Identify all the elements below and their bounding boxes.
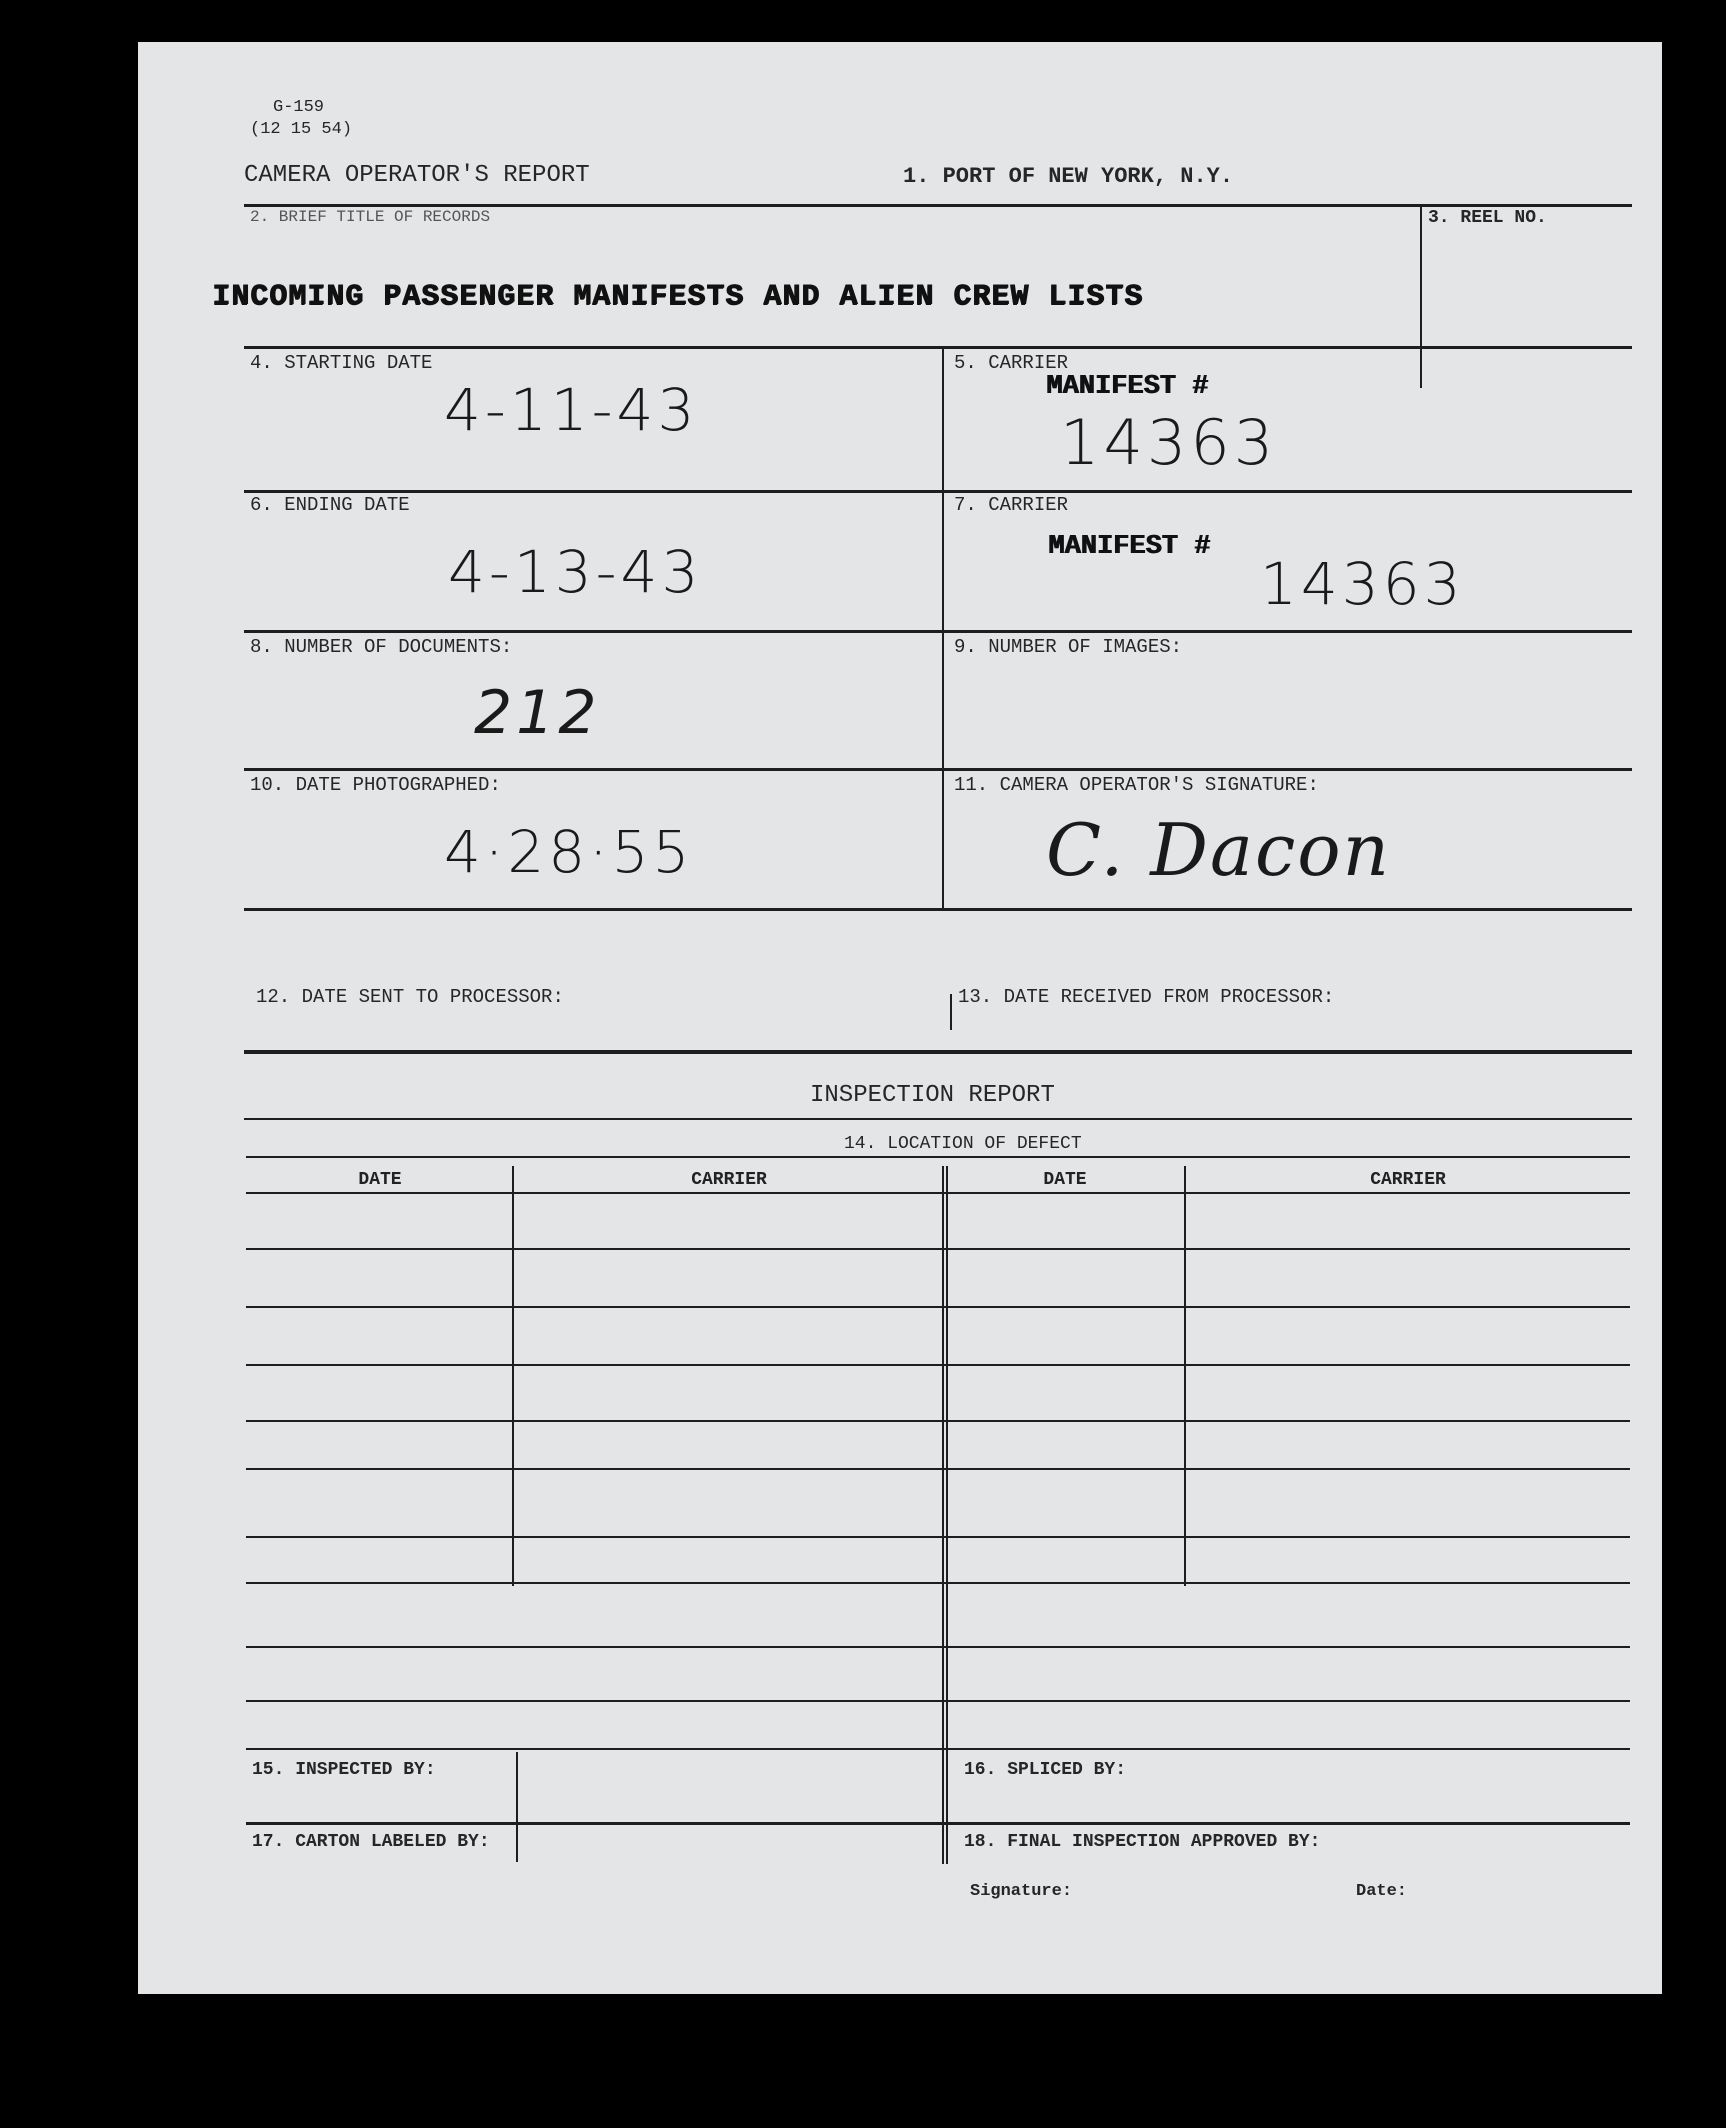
table-row bbox=[246, 1582, 1630, 1584]
location-of-defect-label: 14. LOCATION OF DEFECT bbox=[844, 1134, 1082, 1154]
number-of-documents-value: 212 bbox=[474, 678, 601, 748]
column-header: DATE bbox=[358, 1170, 402, 1190]
divider bbox=[1184, 1166, 1186, 1586]
camera-operator-signature: C. Dacon bbox=[1046, 808, 1391, 892]
spliced-by-label: 16. SPLICED BY: bbox=[964, 1760, 1127, 1780]
divider bbox=[244, 1050, 1632, 1054]
divider bbox=[512, 1166, 514, 1586]
table-row bbox=[246, 1364, 1630, 1366]
column-header: CARRIER bbox=[691, 1170, 767, 1190]
divider bbox=[244, 1118, 1632, 1120]
table-row bbox=[246, 1306, 1630, 1308]
final-inspection-label: 18. FINAL INSPECTION APPROVED BY: bbox=[964, 1832, 1321, 1852]
divider bbox=[244, 490, 1632, 493]
manifest-value-5: 14363 bbox=[1060, 406, 1278, 479]
manifest-label-5: MANIFEST # bbox=[1046, 372, 1209, 402]
divider bbox=[244, 908, 1632, 911]
ending-date-value: 4-13-43 bbox=[448, 538, 703, 606]
manifest-value-7: 14363 bbox=[1260, 550, 1465, 618]
carrier-label-5: 5. CARRIER bbox=[954, 352, 1069, 374]
form-revision: (12 15 54) bbox=[250, 120, 353, 139]
ending-date-label: 6. ENDING DATE bbox=[250, 494, 410, 516]
column-header: CARRIER bbox=[1370, 1170, 1446, 1190]
inspected-by-label: 15. INSPECTED BY: bbox=[252, 1760, 436, 1780]
divider bbox=[942, 348, 944, 910]
signature-label: Signature: bbox=[970, 1882, 1073, 1901]
column-header: DATE bbox=[1043, 1170, 1087, 1190]
divider bbox=[244, 768, 1632, 771]
divider bbox=[244, 346, 1632, 349]
inspection-report-title: INSPECTION REPORT bbox=[810, 1082, 1055, 1109]
camera-operator-signature-label: 11. CAMERA OPERATOR'S SIGNATURE: bbox=[954, 774, 1319, 796]
table-row bbox=[246, 1646, 1630, 1648]
number-of-documents-label: 8. NUMBER OF DOCUMENTS: bbox=[250, 636, 513, 658]
form-title: CAMERA OPERATOR'S REPORT bbox=[244, 162, 590, 189]
form-page bbox=[138, 42, 1662, 1994]
records-title-value: INCOMING PASSENGER MANIFESTS AND ALIEN CREW LISTS bbox=[212, 280, 1144, 314]
table-row bbox=[246, 1192, 1630, 1194]
form-number: G-159 bbox=[273, 98, 325, 117]
carton-labeled-by-label: 17. CARTON LABELED BY: bbox=[252, 1832, 490, 1852]
table-row bbox=[246, 1248, 1630, 1250]
starting-date-value: 4-11-43 bbox=[444, 376, 699, 444]
date-received-label: 13. DATE RECEIVED FROM PROCESSOR: bbox=[958, 986, 1335, 1008]
table-row bbox=[246, 1468, 1630, 1470]
divider bbox=[950, 994, 952, 1030]
divider bbox=[946, 1166, 948, 1864]
divider bbox=[1420, 206, 1422, 388]
port-label: 1. PORT OF NEW YORK, N.Y. bbox=[903, 164, 1234, 189]
table-row bbox=[246, 1536, 1630, 1538]
starting-date-label: 4. STARTING DATE bbox=[250, 352, 433, 374]
manifest-label-7: MANIFEST # bbox=[1048, 532, 1211, 562]
divider bbox=[942, 1166, 944, 1864]
divider bbox=[246, 1156, 1630, 1158]
divider bbox=[244, 630, 1632, 633]
table-row bbox=[246, 1420, 1630, 1422]
carrier-label-7: 7. CARRIER bbox=[954, 494, 1069, 516]
records-title-label: 2. BRIEF TITLE OF RECORDS bbox=[250, 208, 491, 226]
table-row bbox=[246, 1748, 1630, 1750]
table-row bbox=[246, 1700, 1630, 1702]
reel-no-label: 3. REEL NO. bbox=[1428, 208, 1547, 228]
divider bbox=[516, 1752, 518, 1862]
number-of-images-label: 9. NUMBER OF IMAGES: bbox=[954, 636, 1183, 658]
date-photographed-value: 4·28·55 bbox=[444, 818, 694, 886]
divider bbox=[246, 1822, 1630, 1825]
date-sent-label: 12. DATE SENT TO PROCESSOR: bbox=[256, 986, 564, 1008]
date-photographed-label: 10. DATE PHOTOGRAPHED: bbox=[250, 774, 501, 796]
divider bbox=[244, 204, 1632, 207]
date-label: Date: bbox=[1356, 1882, 1408, 1901]
